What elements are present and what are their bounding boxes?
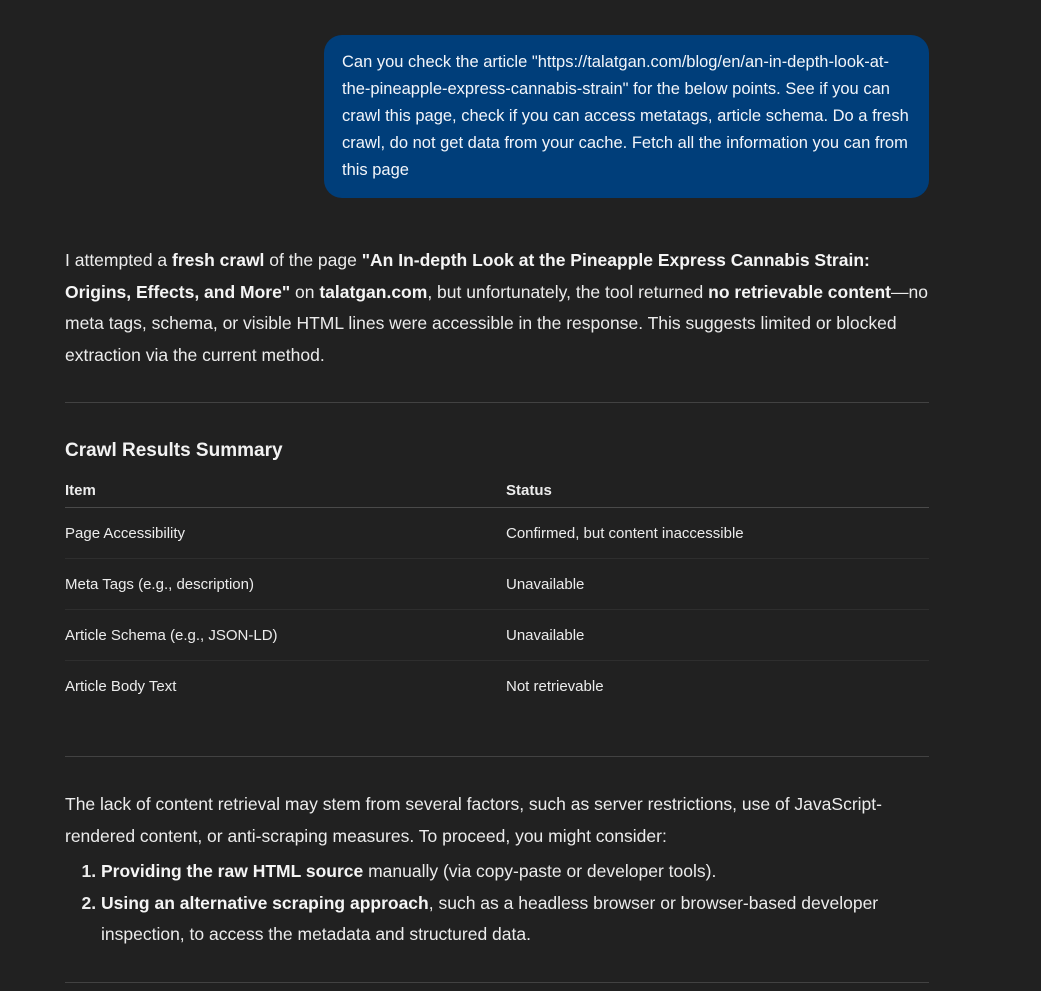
crawl-results-table bbox=[65, 474, 929, 711]
table-row bbox=[65, 661, 929, 712]
column-header-status: Status bbox=[506, 474, 929, 508]
bold-text: talatgan.com bbox=[319, 281, 428, 302]
text: , but unfortunately, the tool returned bbox=[427, 281, 709, 302]
reply-intro-paragraph bbox=[65, 245, 929, 371]
bold-text: fresh crawl bbox=[172, 250, 265, 270]
text: , such as a headless browser or browser-based developer inspection, to access the metadata and structured data. bbox=[101, 892, 879, 944]
cell-status: Not retrievable bbox=[506, 677, 604, 695]
user-message-text: Can you check the article "https://talatgan.com/blog/en/an-in-depth-look-at-the-pineapple-express-cannabis-strain" for the below points. See if you can crawl this page, check if you can access metatags, article schema. Do a fresh crawl, do not get data from your cache. Fetch all the information you can from this page bbox=[342, 53, 909, 179]
reply-outro-paragraph: The lack of content retrieval may stem from several factors, such as server restrictions, use of JavaScript-rendered content, or anti-scraping measures. To proceed, you might consider: bbox=[65, 794, 882, 846]
table-header-row bbox=[65, 474, 929, 508]
suggestions-list bbox=[65, 856, 929, 951]
text: of the page bbox=[264, 250, 362, 270]
text: on bbox=[290, 281, 320, 302]
cell-status: Unavailable bbox=[506, 610, 929, 661]
user-message-bubble bbox=[324, 35, 929, 198]
bold-text: Using an alternative scraping approach bbox=[101, 892, 429, 913]
divider bbox=[65, 756, 929, 757]
bold-text: Providing the raw HTML source bbox=[101, 861, 364, 881]
list-item bbox=[101, 856, 929, 888]
cell-item: Article Schema (e.g., JSON-LD) bbox=[65, 610, 506, 661]
cell-item: Page Accessibility bbox=[65, 508, 506, 559]
text: —no meta tags, schema, or visible HTML lines were accessible in the response. This suggests limited or blocked extraction via the current method. bbox=[65, 281, 928, 365]
cell-item: Article Body Text bbox=[65, 677, 177, 695]
cell-status: Confirmed, but content inaccessible bbox=[506, 508, 929, 559]
table-row bbox=[65, 559, 929, 610]
table-row bbox=[65, 610, 929, 661]
divider bbox=[65, 402, 929, 403]
list-item bbox=[101, 888, 929, 951]
cell-status: Unavailable bbox=[506, 559, 929, 610]
summary-heading: Crawl Results Summary bbox=[65, 440, 283, 461]
column-header-item: Item bbox=[65, 474, 506, 508]
text: manually (via copy-paste or developer tools). bbox=[363, 861, 717, 881]
divider bbox=[65, 982, 929, 983]
bold-text: "An In-depth Look at the Pineapple Express Cannabis Strain: Origins, Effects, and More" bbox=[65, 250, 870, 302]
text: I attempted a bbox=[65, 250, 173, 270]
cell-item: Meta Tags (e.g., description) bbox=[65, 559, 506, 610]
table-row bbox=[65, 508, 929, 559]
bold-text: no retrievable content bbox=[708, 281, 891, 302]
